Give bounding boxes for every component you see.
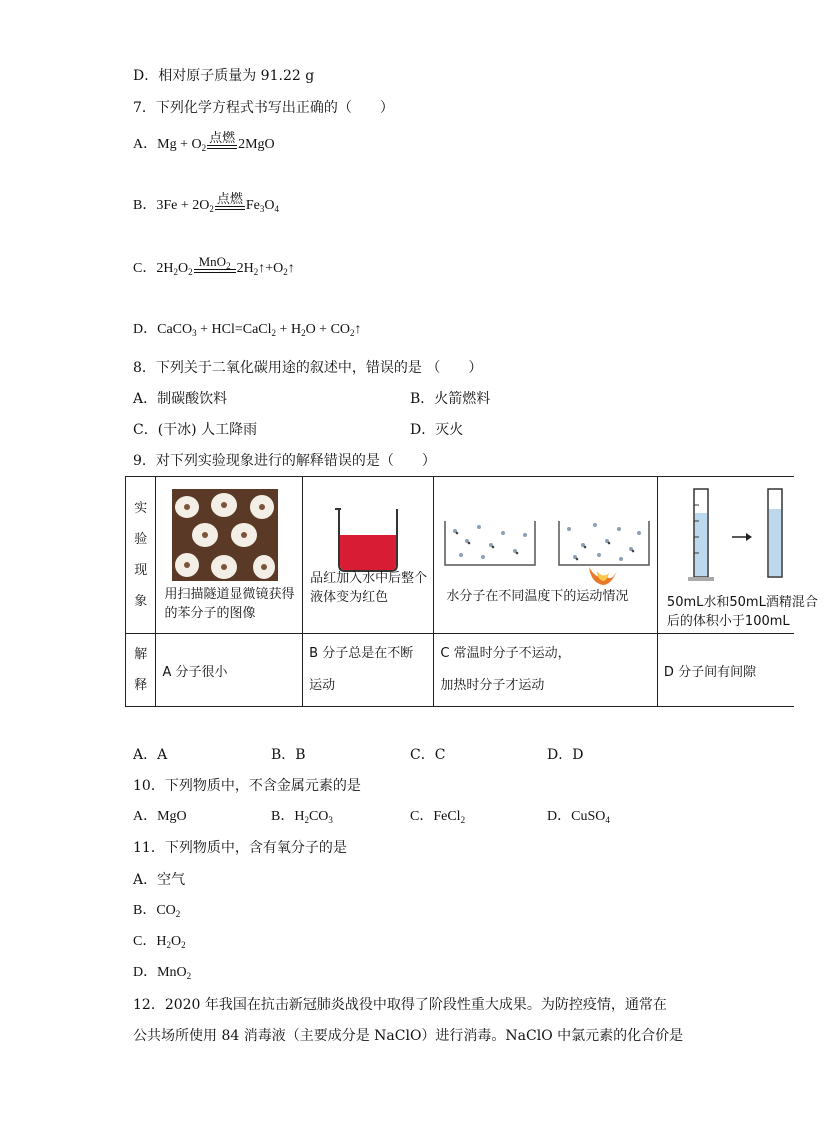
q8-option-c: C．(干冰) 人工降雨	[133, 422, 258, 438]
explain-c-line2: 加热时分子才运动	[440, 678, 545, 693]
row-head-explanation: 解 释	[126, 634, 156, 707]
q10-option-c: C．FeCl$_2$	[410, 809, 466, 825]
explain-a-text: A 分子很小	[162, 664, 228, 680]
cell-a-image	[156, 477, 303, 634]
q11-option-c: C．$H_2O_2$	[133, 934, 186, 950]
q11-stem: 11．下列物质中，含有氧分子的是	[133, 840, 347, 856]
q9-option-d: D．D	[547, 747, 584, 763]
explain-c	[434, 634, 658, 707]
explain-c-line1: C 常温时分子不运动，	[440, 646, 571, 661]
q12-line1: 12．2020 年我国在抗击新冠肺炎战役中取得了阶段性重大成果。为防控疫情，通常在	[133, 997, 667, 1013]
cell-b-image	[303, 477, 434, 634]
explain-a	[156, 634, 303, 707]
explain-b	[303, 634, 434, 707]
q7-option-c: C．$2H_2O_2$ MnO$_2$ $2H_2↑+O_2↑$	[133, 254, 295, 277]
q7-option-d: D．CaCO$_3$ + HCl=CaCl$_2$ + $H_2O$ + $CO_2↑$	[133, 322, 362, 338]
q8-option-b: B．火箭燃料	[410, 391, 491, 407]
q12-line2: 公共场所使用 84 消毒液（主要成分是 NaClO）进行消毒。NaClO 中氯元素的化合价是	[133, 1028, 684, 1044]
beaker-red-liquid	[333, 505, 403, 573]
q7-stem: 7．下列化学方程式书写出正确的（ ）	[133, 100, 394, 116]
q9-option-c: C．C	[410, 747, 446, 763]
q9-option-a: A．A	[133, 747, 168, 763]
q10-option-b: B．$H_2CO_3$	[271, 809, 333, 825]
water-molecules-diagram	[439, 515, 661, 587]
caption-c: 水分子在不同温度下的运动情况	[446, 589, 629, 604]
benzene-stm-image	[172, 489, 278, 581]
q8-option-d: D．灭火	[410, 422, 464, 438]
q11-option-a: A．空气	[133, 872, 186, 888]
q8-stem: 8．下列关于二氧化碳用途的叙述中，错误的是 （ ）	[133, 360, 483, 376]
caption-d: 50mL水和50mL酒精混合后的体积小于100mL	[666, 595, 818, 629]
q7-option-b: B．$3Fe + 2O_2$ 点燃 $Fe_3O_4$	[133, 191, 279, 214]
q10-option-d: D．CuSO$_4$	[547, 809, 610, 825]
q11-option-d: D．MnO$_2$	[133, 965, 192, 981]
q6-option-d: D．相对原子质量为 91.22 g	[133, 68, 315, 84]
q10-option-a: A．MgO	[133, 809, 187, 824]
q7-option-a: A．$Mg + O_2$ 点燃 2MgO	[133, 130, 275, 153]
explain-b-line2: 运动	[309, 678, 336, 693]
q8-option-a: A．制碳酸饮料	[133, 391, 228, 407]
row-head-phenomenon: 实 验 现 象	[126, 477, 156, 634]
caption-a: 用扫描隧道显微镜获得的苯分子的图像	[164, 587, 295, 621]
q11-option-b: B．$CO_2$	[133, 903, 181, 919]
graduated-cylinders	[688, 485, 808, 585]
cell-c-image	[434, 477, 658, 634]
explain-b-line1: B 分子总是在不断	[309, 646, 414, 661]
q10-stem: 10．下列物质中，不含金属元素的是	[133, 778, 361, 794]
experiment-table	[125, 476, 818, 707]
explain-d-text: D 分子间有间隙	[663, 664, 757, 680]
caption-b: 品红加入水中后整个液体变为红色	[310, 571, 428, 605]
cell-d-image	[657, 477, 818, 634]
q9-option-b: B．B	[271, 747, 306, 763]
q9-stem: 9．对下列实验现象进行的解释错误的是（ ）	[133, 453, 436, 469]
explain-d	[657, 634, 794, 707]
